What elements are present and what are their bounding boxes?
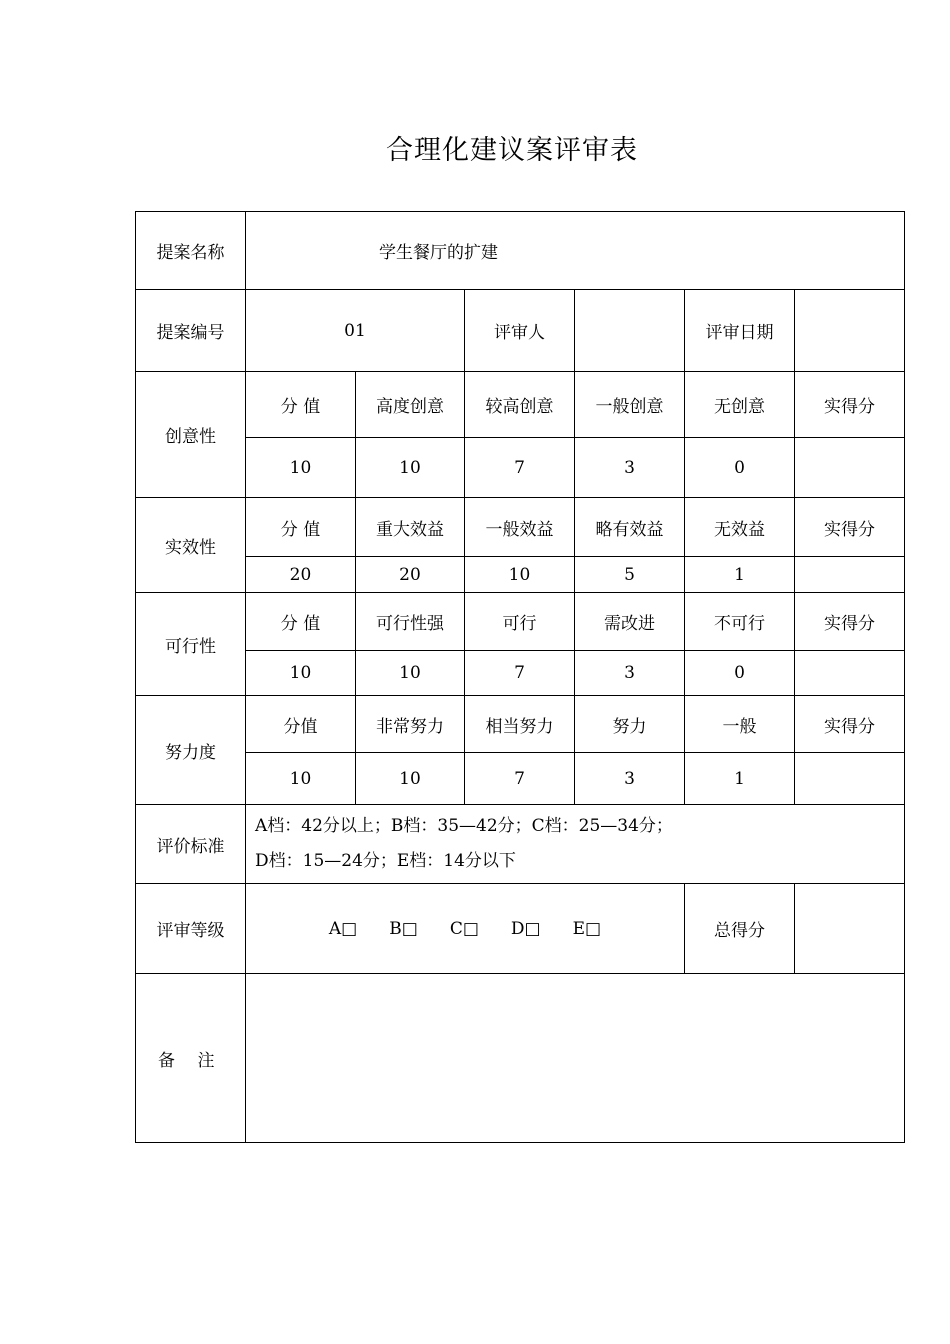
score-header: 分 值 — [246, 498, 356, 557]
level-value: 1 — [685, 753, 795, 805]
level-value: 1 — [685, 557, 795, 593]
level-value: 10 — [465, 557, 575, 593]
criteria-row — [136, 805, 905, 884]
effectiveness-header-row — [136, 498, 905, 557]
effectiveness-label: 实效性 — [136, 498, 246, 593]
grade-label: 评审等级 — [136, 884, 246, 974]
feasibility-header-row — [136, 593, 905, 651]
level-value: 10 — [356, 753, 465, 805]
actual-score-input[interactable] — [795, 438, 905, 498]
remarks-value[interactable] — [246, 974, 905, 1143]
score-header: 分值 — [246, 696, 356, 753]
review-date-value[interactable] — [795, 290, 905, 372]
feasibility-label: 可行性 — [136, 593, 246, 696]
level-value: 7 — [465, 753, 575, 805]
proposal-number-value[interactable]: 01 — [246, 290, 465, 372]
level-header: 较高创意 — [465, 372, 575, 438]
actual-score-input[interactable] — [795, 557, 905, 593]
grade-option-d-checkbox[interactable]: D□ — [510, 918, 541, 939]
score-header: 分 值 — [246, 372, 356, 438]
feasibility-values-row — [136, 651, 905, 696]
reviewer-value[interactable] — [575, 290, 685, 372]
score-header: 分 值 — [246, 593, 356, 651]
remarks-label: 备 注 — [136, 974, 246, 1143]
grade-option-e-checkbox[interactable]: E□ — [572, 918, 602, 939]
level-header: 可行 — [465, 593, 575, 651]
score-value: 20 — [246, 557, 356, 593]
total-score-label: 总得分 — [685, 884, 795, 974]
grade-options — [246, 884, 685, 974]
creativity-label: 创意性 — [136, 372, 246, 498]
level-header: 努力 — [575, 696, 685, 753]
level-header: 高度创意 — [356, 372, 465, 438]
creativity-values-row — [136, 438, 905, 498]
creativity-header-row — [136, 372, 905, 438]
score-value: 10 — [246, 651, 356, 696]
proposal-name-row — [136, 212, 905, 290]
actual-score-input[interactable] — [795, 753, 905, 805]
criteria-line-1: A档：42分以上；B档：35—42分；C档：25—34分； — [255, 816, 673, 836]
level-header: 一般效益 — [465, 498, 575, 557]
effort-header-row — [136, 696, 905, 753]
proposal-name-label: 提案名称 — [136, 212, 246, 290]
page-title: 合理化建议案评审表 — [386, 135, 638, 166]
score-value: 10 — [246, 753, 356, 805]
actual-score-header: 实得分 — [795, 498, 905, 557]
level-header: 略有效益 — [575, 498, 685, 557]
level-value: 3 — [575, 651, 685, 696]
score-value: 10 — [246, 438, 356, 498]
effectiveness-values-row — [136, 557, 905, 593]
remarks-row — [136, 974, 905, 1143]
level-value: 5 — [575, 557, 685, 593]
level-header: 需改进 — [575, 593, 685, 651]
grade-row — [136, 884, 905, 974]
level-header: 一般创意 — [575, 372, 685, 438]
actual-score-input[interactable] — [795, 651, 905, 696]
level-value: 20 — [356, 557, 465, 593]
proposal-name-value[interactable]: 学生餐厅的扩建 — [246, 212, 905, 290]
proposal-number-row — [136, 290, 905, 372]
criteria-label: 评价标准 — [136, 805, 246, 884]
level-header: 一般 — [685, 696, 795, 753]
level-value: 10 — [356, 438, 465, 498]
level-value: 3 — [575, 753, 685, 805]
grade-option-b-checkbox[interactable]: B□ — [389, 918, 418, 939]
level-value: 0 — [685, 651, 795, 696]
effort-values-row — [136, 753, 905, 805]
level-value: 7 — [465, 651, 575, 696]
review-date-label: 评审日期 — [685, 290, 795, 372]
level-header: 重大效益 — [356, 498, 465, 557]
grade-option-c-checkbox[interactable]: C□ — [449, 918, 479, 939]
level-header: 无创意 — [685, 372, 795, 438]
level-value: 3 — [575, 438, 685, 498]
criteria-line-2: D档：15—24分；E档：14分以下 — [255, 851, 516, 871]
actual-score-header: 实得分 — [795, 696, 905, 753]
level-header: 非常努力 — [356, 696, 465, 753]
level-header: 可行性强 — [356, 593, 465, 651]
reviewer-label: 评审人 — [465, 290, 575, 372]
level-value: 7 — [465, 438, 575, 498]
effort-label: 努力度 — [136, 696, 246, 805]
level-header: 不可行 — [685, 593, 795, 651]
grade-option-a-checkbox[interactable]: A□ — [328, 918, 358, 939]
criteria-text — [246, 805, 905, 884]
proposal-number-label: 提案编号 — [136, 290, 246, 372]
level-value: 10 — [356, 651, 465, 696]
review-form-table — [135, 211, 905, 1143]
level-header: 相当努力 — [465, 696, 575, 753]
actual-score-header: 实得分 — [795, 593, 905, 651]
level-header: 无效益 — [685, 498, 795, 557]
level-value: 0 — [685, 438, 795, 498]
actual-score-header: 实得分 — [795, 372, 905, 438]
total-score-value[interactable] — [795, 884, 905, 974]
